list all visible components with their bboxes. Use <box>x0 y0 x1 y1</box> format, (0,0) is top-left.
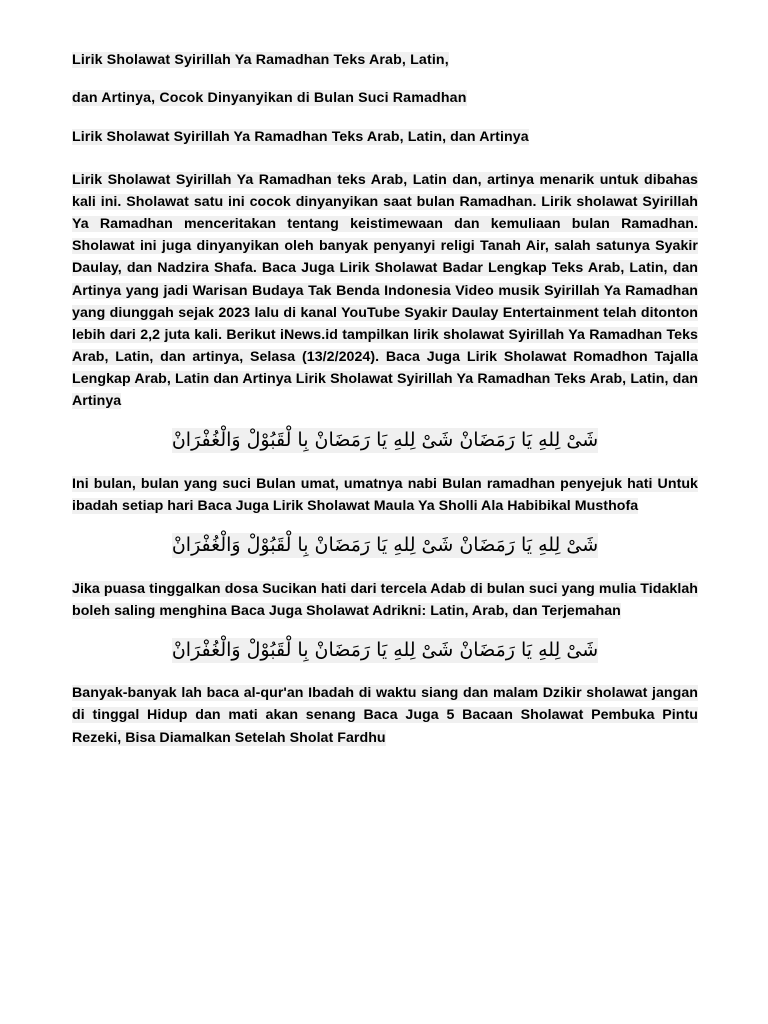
latin-verse-2 <box>72 578 698 622</box>
arabic-verse-2-text: شَىْ لِلهِ يَا رَمَضَانْ شَىْ لِلهِ يَا رَمَضَانْ بِا لْقَبُوْلْ وَالْغُفْرَانْ <box>171 534 599 557</box>
article-subtitle-text: Lirik Sholawat Syirillah Ya Ramadhan Teks Arab, Latin, dan Artinya <box>72 129 529 146</box>
intro-paragraph <box>72 169 698 413</box>
article-subtitle <box>72 127 698 149</box>
latin-verse-2-text: Jika puasa tinggalkan dosa Sucikan hati dari tercela Adab di bulan suci yang mulia Tidaklah boleh saling menghina Baca Juga Sholawat Adrikni: Latin, Arab, dan Terjemahan <box>72 580 698 619</box>
page-title-line-1-text: Lirik Sholawat Syirillah Ya Ramadhan Teks Arab, Latin, <box>72 52 449 68</box>
page-title-line-2 <box>72 88 698 110</box>
page-title-line-1 <box>72 50 698 72</box>
latin-verse-3 <box>72 682 698 748</box>
latin-verse-1-text: Ini bulan, bulan yang suci Bulan umat, umatnya nabi Bulan ramadhan penyejuk hati Untuk ibadah setiap hari Baca Juga Lirik Sholawat Maula Ya Sholli Ala Habibikal Musthofa <box>72 475 698 514</box>
latin-verse-1 <box>72 473 698 517</box>
page-title-line-2-text: dan Artinya, Cocok Dinyanyikan di Bulan Suci Ramadhan <box>72 89 467 106</box>
document-body <box>72 50 698 749</box>
arabic-verse-2 <box>72 530 698 560</box>
arabic-verse-3-text: شَىْ لِلهِ يَا رَمَضَانْ شَىْ لِلهِ يَا رَمَضَانْ بِا لْقَبُوْلْ وَالْغُفْرَانْ <box>171 638 599 661</box>
arabic-verse-1-text: شَىْ لِلهِ يَا رَمَضَانْ شَىْ لِلهِ يَا رَمَضَانْ بِا لْقَبُوْلْ وَالْغُفْرَانْ <box>171 429 599 452</box>
intro-paragraph-text: Lirik Sholawat Syirillah Ya Ramadhan teks Arab, Latin dan, artinya menarik untuk dibahas kali ini. Sholawat satu ini cocok dinyanyikan saat bulan Ramadhan. Lirik sholawat Syirillah Ya Ramadhan menceritakan tentang keistimewaan dan kemuliaan bulan Ramadhan. Sholawat ini juga dinyanyikan oleh banyak penyanyi religi Tanah Air, salah satunya Syakir Daulay, dan Nadzira Shafa. Baca Juga Lirik Sholawat Badar Lengkap Teks Arab, Latin, dan Artinya yang jadi Warisan Budaya Tak Benda Indonesia Video musik Syirillah Ya Ramadhan yang diunggah sejak 2023 lalu di kanal YouTube Syakir Daulay Entertainment telah ditonton lebih dari 2,2 juta kali. Berikut iNews.id tampilkan lirik sholawat Syirillah Ya Ramadhan Teks Arab, Latin, dan artinya, Selasa (13/2/2024). Baca Juga Lirik Sholawat Romadhon Tajalla Lengkap Arab, Latin dan Artinya Lirik Sholawat Syirillah Ya Ramadhan Teks Arab, Latin, dan Artinya <box>72 171 698 410</box>
arabic-verse-3 <box>72 635 698 665</box>
arabic-verse-1 <box>72 425 698 455</box>
latin-verse-3-text: Banyak-banyak lah baca al-qur'an Ibadah di waktu siang dan malam Dzikir sholawat jangan di tinggal Hidup dan mati akan senang Baca Juga 5 Bacaan Sholawat Pembuka Pintu Rezeki, Bisa Diamalkan Setelah Sholat Fardhu <box>72 685 698 746</box>
